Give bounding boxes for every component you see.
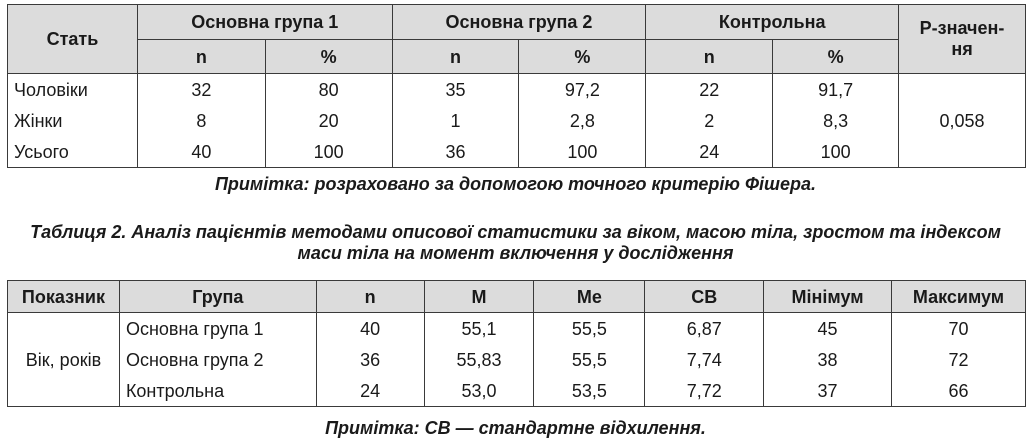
header-param: Показник	[8, 281, 120, 313]
cell-value: 35	[392, 74, 519, 106]
cell-value: 66	[892, 375, 1026, 407]
header-median: Me	[534, 281, 645, 313]
cell-value: 55,5	[534, 344, 645, 375]
cell-value: 36	[316, 344, 424, 375]
cell-value: 80	[265, 74, 392, 106]
cell-value: 53,5	[534, 375, 645, 407]
header-pvalue: Р-значен- ня	[899, 5, 1026, 74]
table2-caption: Таблиця 2. Аналіз пацієнтів методами описової статистики за віком, масою тіла, зростом та індексом маси тіла на момент включення у дослідження	[30, 222, 1001, 263]
header-control: Контрольна	[646, 5, 899, 40]
cell-value: 32	[137, 74, 265, 106]
table2-note: Примітка: СВ — стандартне відхилення.	[325, 418, 706, 438]
cell-value: 22	[646, 74, 773, 106]
cell-value: 55,5	[534, 313, 645, 345]
table-row	[8, 105, 1026, 136]
cell-value: 40	[316, 313, 424, 345]
cell-value: 53,0	[424, 375, 534, 407]
cell-value: 2	[646, 105, 773, 136]
cell-value: 55,83	[424, 344, 534, 375]
cell-value: 97,2	[519, 74, 646, 106]
header-percent: %	[519, 40, 646, 74]
age-statistics-table	[7, 280, 1026, 407]
param-label: Вік, років	[8, 313, 120, 407]
cell-value: 37	[764, 375, 892, 407]
header-n: n	[646, 40, 773, 74]
cell-value: 8,3	[773, 105, 899, 136]
header-group: Група	[119, 281, 316, 313]
cell-value: 36	[392, 136, 519, 168]
cell-value: 6,87	[645, 313, 764, 345]
row-label: Жінки	[8, 105, 138, 136]
cell-value: 72	[892, 344, 1026, 375]
group-label: Основна група 2	[119, 344, 316, 375]
header-sd: СВ	[645, 281, 764, 313]
cell-value: 100	[519, 136, 646, 168]
table-row	[8, 313, 1026, 345]
cell-value: 24	[316, 375, 424, 407]
cell-value: 45	[764, 313, 892, 345]
cell-value: 2,8	[519, 105, 646, 136]
cell-value: 91,7	[773, 74, 899, 106]
pvalue-cell: 0,058	[899, 74, 1026, 168]
table-row	[8, 375, 1026, 407]
table-row	[8, 344, 1026, 375]
header-max: Максимум	[892, 281, 1026, 313]
group-label: Контрольна	[119, 375, 316, 407]
header-n: n	[137, 40, 265, 74]
header-mean: M	[424, 281, 534, 313]
cell-value: 100	[773, 136, 899, 168]
cell-value: 8	[137, 105, 265, 136]
sex-distribution-table	[7, 4, 1026, 168]
header-group1: Основна група 1	[137, 5, 392, 40]
cell-value: 1	[392, 105, 519, 136]
table-row	[8, 136, 1026, 168]
header-min: Мінімум	[764, 281, 892, 313]
cell-value: 38	[764, 344, 892, 375]
header-percent: %	[773, 40, 899, 74]
cell-value: 7,72	[645, 375, 764, 407]
cell-value: 40	[137, 136, 265, 168]
group-label: Основна група 1	[119, 313, 316, 345]
table-row	[8, 74, 1026, 106]
cell-value: 55,1	[424, 313, 534, 345]
cell-value: 24	[646, 136, 773, 168]
header-sex: Стать	[8, 5, 138, 74]
row-label: Усього	[8, 136, 138, 168]
table1-note: Примітка: розраховано за допомогою точного критерію Фішера.	[214, 174, 817, 194]
header-group2: Основна група 2	[392, 5, 646, 40]
row-label: Чоловіки	[8, 74, 138, 106]
cell-value: 7,74	[645, 344, 764, 375]
cell-value: 70	[892, 313, 1026, 345]
cell-value: 20	[265, 105, 392, 136]
header-n: n	[392, 40, 519, 74]
cell-value: 100	[265, 136, 392, 168]
header-n: n	[316, 281, 424, 313]
header-percent: %	[265, 40, 392, 74]
